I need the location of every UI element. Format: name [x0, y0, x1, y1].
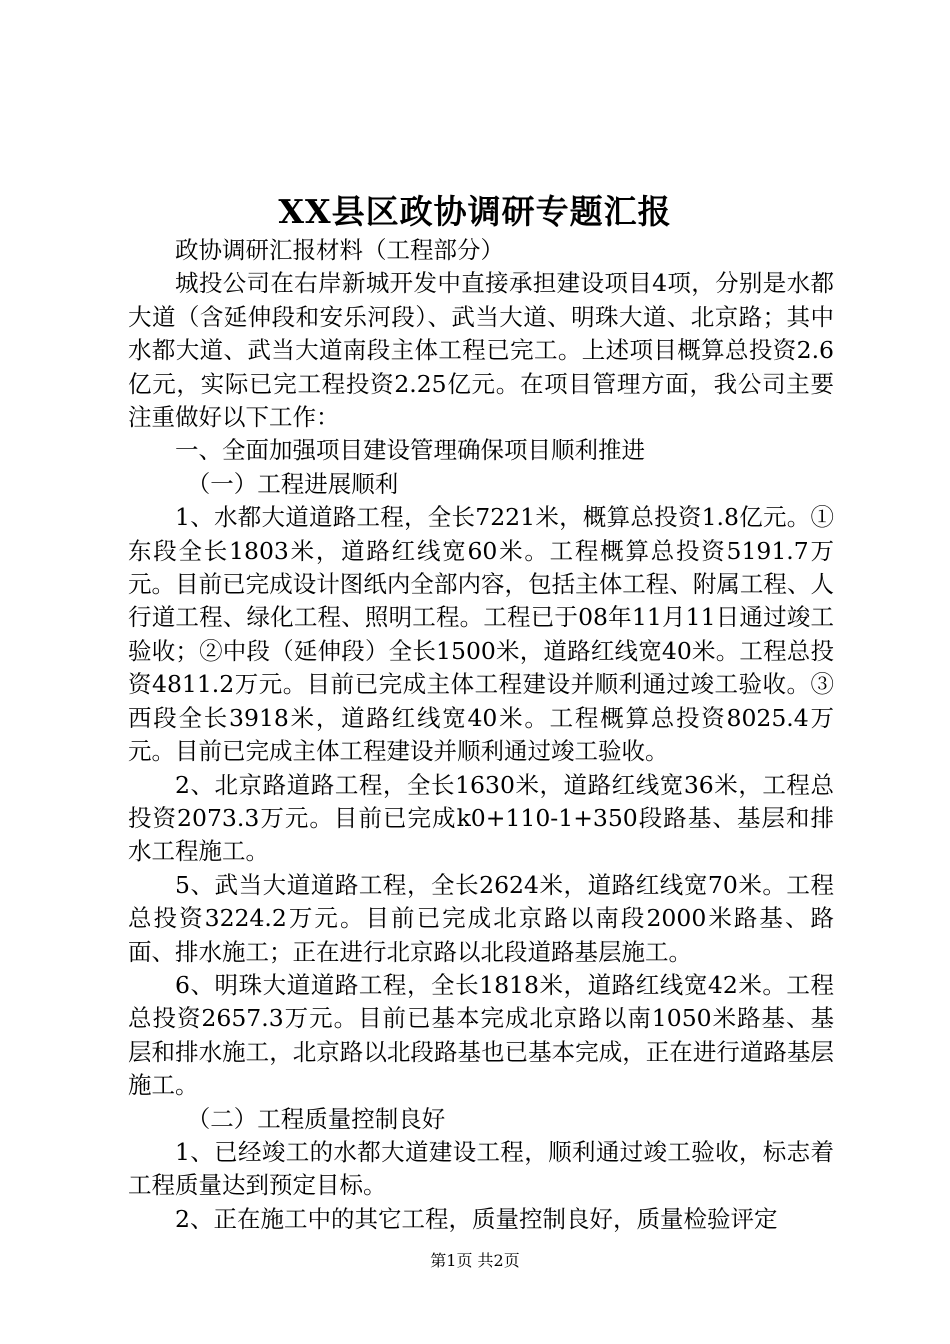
section-heading-1: 一、全面加强项目建设管理确保项目顺利推进 [175, 436, 645, 465]
paragraph-item-2: 2、北京路道路工程，全长1630米，道路红线宽36米，工程总投资2073.3万元。目前已完成k0+110-1+350段路基、基层和排水工程施工。 [128, 770, 834, 866]
paragraph-item-6: 6、明珠大道道路工程，全长1818米，道路红线宽42米。工程总投资2657.3万元。目前已基本完成北京路以南1050米路基、基层和排水施工，北京路以北段路基也已基本完成，正在进行道路基层施工。 [128, 970, 834, 1100]
paragraph-subtitle: 政协调研汇报材料（工程部分） [175, 236, 504, 264]
paragraph-item-5: 5、武当大道道路工程，全长2624米，道路红线宽70米。工程总投资3224.2万元。目前已完成北京路以南段2000米路基、路面、排水施工；正在进行北京路以北段道路基层施工。 [128, 870, 834, 966]
paragraph-quality-1: 1、已经竣工的水都大道建设工程，顺利通过竣工验收，标志着工程质量达到预定目标。 [128, 1137, 834, 1200]
document-body [128, 234, 834, 1236]
subsection-heading-2: （二）工程质量控制良好 [186, 1104, 446, 1133]
paragraph-item-1: 1、水都大道道路工程，全长7221米，概算总投资1.8亿元。①东段全长1803米，道路红线宽60米。工程概算总投资5191.7万元。目前已完成设计图纸内全部内容，包括主体工程、附属工程、人行道工程、绿化工程、照明工程。工程已于08年11月11日通过竣工验收；②中段（延伸段）全长1500米，道路红线宽40米。工程总投资4811.2万元。目前已完成主体工程建设并顺利通过竣工验收。③西段全长3918米，道路红线宽40米。工程概算总投资8025.4万元。目前已完成主体工程建设并顺利通过竣工验收。 [128, 503, 834, 766]
document-title: XX县区政协调研专题汇报 [278, 192, 672, 231]
page-footer: 第1页 共2页 [430, 1251, 520, 1270]
subsection-heading-1: （一）工程进展顺利 [186, 469, 399, 498]
paragraph-intro: 城投公司在右岸新城开发中直接承担建设项目4项，分别是水都大道（含延伸段和安乐河段）、武当大道、明珠大道、北京路；其中水都大道、武当大道南段主体工程已完工。上述项目概算总投资2.6亿元，实际已完工程投资2.25亿元。在项目管理方面，我公司主要注重做好以下工作： [128, 269, 834, 432]
paragraph-quality-2: 2、正在施工中的其它工程，质量控制良好，质量检验评定 [175, 1204, 778, 1233]
